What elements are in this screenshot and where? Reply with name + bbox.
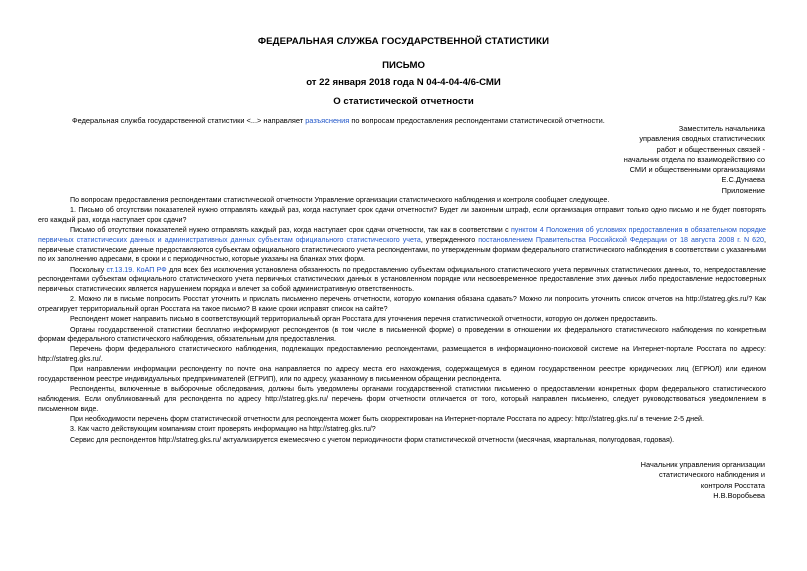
approver-block (465, 124, 765, 196)
body-paragraph: По вопросам предоставления респондентами статистической отчетности Управление организации статистического наблюдения и контроля сообщает следующее. (70, 196, 610, 204)
document-subject: О статистической отчетности (333, 96, 474, 107)
intro-text: Федеральная служба государственной статистики <...> направляет (72, 116, 306, 125)
clarifications-link[interactable]: разъяснения (305, 116, 350, 125)
regulation-point-4-link[interactable]: пунктом 4 Положения об условиях предоставления в обязательном порядке первичных статистических данных и административных данных субъектам официального статистического учета (38, 226, 766, 244)
signature-line: статистического наблюдения и (658, 470, 765, 480)
signature-block (465, 460, 765, 501)
government-decree-link[interactable]: постановлением Правительства Российской Федерации от 18 августа 2008 г. N 620 (478, 235, 765, 244)
body-paragraph: Органы государственной статистики бесплатно информируют респондентов (в том числе в письменной форме) о проведении в отношении их федерального статистического наблюдения по конкретным формам федерального статистического наблюдения, обязательным для предоставления. (38, 325, 766, 344)
question-3: 3. Как часто действующим компаниям стоит проверять информацию на http://statreg.gks.ru/? (70, 425, 376, 434)
agency-title: ФЕДЕРАЛЬНАЯ СЛУЖБА ГОСУДАРСТВЕННОЙ СТАТИСТИКИ (257, 36, 550, 47)
approver-name: Е.С.Дунаева (721, 175, 765, 185)
approver-line: начальник отдела по взаимодействию со (623, 154, 765, 164)
approver-line: Заместитель начальника (678, 124, 765, 133)
body-paragraph: При необходимости перечень форм статистической отчетности для респондента может быть скорректирован на Интернет-портале Росстата по адресу: http://statreg.gks.ru/ в течение 2-5 дней. (70, 415, 704, 424)
document-type: ПИСЬМО (382, 60, 425, 71)
answer-1: Письмо об отсутствии показателей нужно отправлять каждый раз, когда наступает срок сдачи отчетности, так как в соответствии с пунктом 4 Положения об условиях предоставления в обязательном порядке первичных статистических данных и административных данных субъектам официального статистического учета, утвержденного постановлением Правительства Российской Федерации от 18 августа 2008 г. N 620, первичные статистические данные предоставляются субъектам официального статистического учета респондентами, по утвержденным формам федерального статистического наблюдения в соответствии с указанными по их заполнению адресами, в сроки и с периодичностью, которые указаны на бланках этих форм. (38, 226, 766, 264)
question-2: 2. Можно ли в письме попросить Росстат уточнить и прислать письменно перечень отчетности, которую компания обязана сдавать? Можно ли попросить уточнить список отчетов на http://statreg.gks.ru/? Как отреагирует территориальный орган Росстата на такое письмо? В какие сроки исправят список на сайте? (38, 295, 766, 313)
approver-line: управления сводных статистических (639, 134, 765, 144)
document-date-number: от 22 января 2018 года N 04-4-04-4/6-СМИ (306, 77, 501, 88)
answer-1-continued: Поскольку ст.13.19. КоАП РФ для всех без исключения установлена обязанность по предоставлению субъектам официального статистического учета первичных статистических данных, то, непредоставление респондентами субъектам официального статистического учета первичных статистических данных в установленном порядке или несвоевременное предоставление этих данных либо предоставление недостоверных первичных статистических является нарушением порядка и влечет за собой административную ответственность. (38, 265, 766, 293)
koap-article-link[interactable]: ст.13.19. КоАП РФ (106, 265, 167, 274)
signatory-name: Н.В.Воробьева (713, 490, 765, 500)
question-1: 1. Письмо об отсутствии показателей нужно отправлять каждый раз, когда наступает срок сдачи отчетности? Будет ли законным штраф, если организация отправит только одно письмо и не будет повторять его каждый раз, когда наступает срок сдачи? (38, 206, 766, 224)
signature-line: контроля Росстата (700, 480, 765, 490)
approver-line: СМИ и общественными организациями (629, 165, 765, 175)
letter-body (38, 196, 766, 446)
body-paragraph: Респонденты, включенные в выборочные обследования, должны быть уведомлены органами государственной статистики письменно о предоставлении конкретных форм федерального статистического наблюдения. Если опубликованный для респондента по адресу http://statreg.gks.ru/ перечень форм отчетности отличается от того, который направлен письменно, следует руководствоваться уведомлением в письменном виде. (38, 385, 766, 413)
approver-line: работ и общественных связей - (656, 144, 765, 154)
intro-text-end: по вопросам предоставления респондентами статистической отчетности. (349, 116, 605, 125)
signature-line: Начальник управления организации (640, 460, 765, 469)
body-paragraph: Респондент может направить письмо в соответствующий территориальный орган Росстата для уточнения перечня статистической отчетности, которую он должен предоставить. (70, 315, 658, 324)
attachment-label: Приложение (721, 185, 765, 195)
body-paragraph: При направлении информации респонденту по почте она направляется по адресу места его нахождения, содержащемуся в едином государственном реестре юридических лиц (ЕГРЮЛ) или едином государственном реестре индивидуальных предпринимателей (ЕГРИП), или по адресу, указанному в письменном обращении респондента. (38, 365, 766, 384)
body-paragraph: Сервис для респондентов http://statreg.gks.ru/ актуализируется ежемесячно с учетом периодичности форм статистической отчетности (месячная, квартальная, полугодовая, годовая). (70, 435, 675, 444)
body-paragraph: Перечень форм федерального статистического наблюдения, подлежащих предоставлению респондентами, размещается в информационно-поисковой системе на Интернет-портале Росстата по адресу: http://statreg.gks.ru/. (38, 345, 766, 364)
